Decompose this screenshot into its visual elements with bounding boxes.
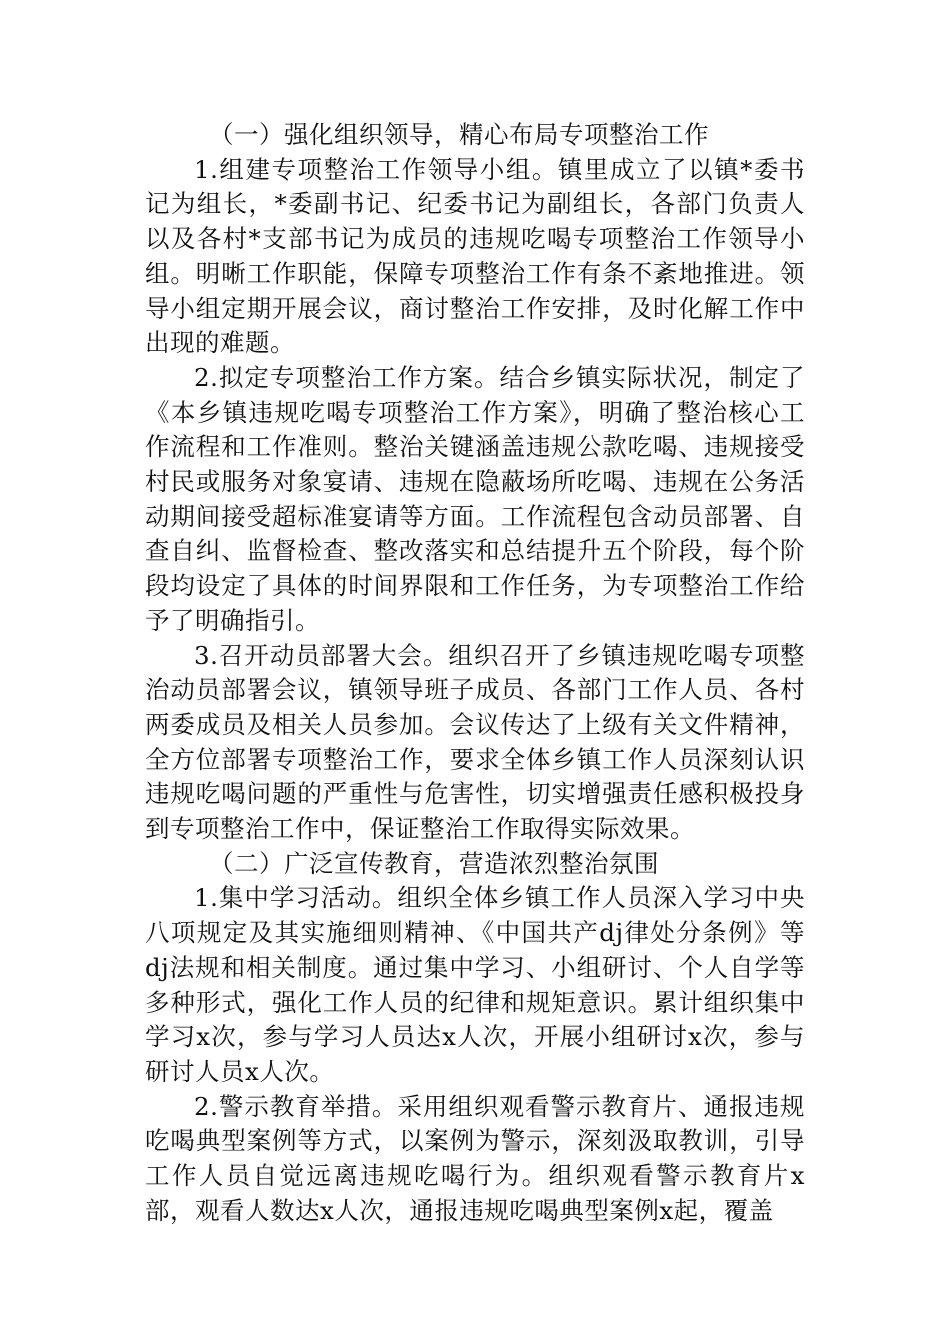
- section-heading-2: （二）广泛宣传教育，营造浓烈整治氛围: [209, 848, 659, 878]
- body-paragraph: 1.集中学习活动。组织全体乡镇工作人员深入学习中央八项规定及其实施细则精神、《中国共产dj律处分条例》等dj法规和相关制度。通过集中学习、小组研讨、个人自学等多种形式，强化工作人员的纪律和规矩意识。累计组织集中学习x次，参与学习人员达x人次，开展小组研讨x次，参与研讨人员x人次。: [145, 883, 805, 1086]
- body-paragraph: 1.组建专项整治工作领导小组。镇里成立了以镇*委书记为组长，*委副书记、纪委书记为副组长，各部门负责人以及各村*支部书记为成员的违规吃喝专项整治工作领导小组。明晰工作职能，保障专项整治工作有条不紊地推进。领导小组定期开展会议，商讨整治工作安排，及时化解工作中出现的难题。: [145, 154, 805, 358]
- section-heading-1: （一）强化组织领导，精心布局专项整治工作: [209, 120, 709, 149]
- body-paragraph: 2.拟定专项整治工作方案。结合乡镇实际状况，制定了《本乡镇违规吃喝专项整治工作方案》，明确了整治核心工作流程和工作准则。整治关键涵盖违规公款吃喝、违规接受村民或服务对象宴请、违规在隐蔽场所吃喝、违规在公务活动期间接受超标准宴请等方面。工作流程包含动员部署、自查自纠、监督检查、整改落实和总结提升五个阶段，每个阶段均设定了具体的时间界限和工作任务，为专项整治工作给予了明确指引。: [145, 362, 805, 635]
- body-paragraph: 2.警示教育举措。采用组织观看警示教育片、通报违规吃喝典型案例等方式，以案例为警示，深刻汲取教训，引导工作人员自觉远离违规吃喝行为。组织观看警示教育片x部，观看人数达x人次，通报违规吃喝典型案例x起，覆盖: [145, 1091, 805, 1225]
- body-paragraph: 3.召开动员部署大会。组织召开了乡镇违规吃喝专项整治动员部署会议，镇领导班子成员、各部门工作人员、各村两委成员及相关人员参加。会议传达了上级有关文件精神，全方位部署专项整治工作，要求全体乡镇工作人员深刻认识违规吃喝问题的严重性与危害性，切实增强责任感积极投身到专项整治工作中，保证整治工作取得实际效果。: [145, 640, 805, 844]
- document-page: [145, 118, 805, 1229]
